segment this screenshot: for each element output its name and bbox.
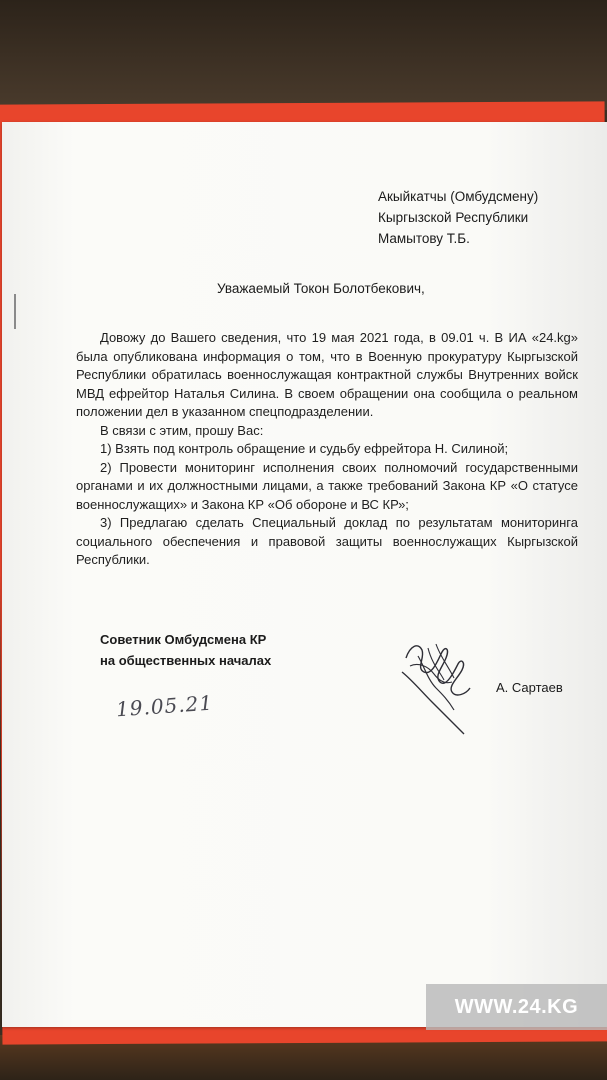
request-item-1: 1) Взять под контроль обращение и судьбу ефрейтора Н. Силиной; bbox=[100, 441, 509, 456]
signer-title-line-2: на общественных началах bbox=[100, 653, 272, 668]
request-item-3: 3) Предлагаю сделать Специальный доклад по результатам мониторинга социального обеспечения и правовой защиты военнослужащих Кыргызской Республики. bbox=[76, 515, 578, 567]
addressee-block bbox=[378, 186, 538, 249]
signer-name: А. Сартаев bbox=[496, 680, 563, 695]
addressee-line-3: Мамытову Т.Б. bbox=[378, 231, 470, 246]
paragraph-1: Довожу до Вашего сведения, что 19 мая 2021 года, в 09.01 ч. В ИА «24.kg» была опубликована информация о том, что в Военную прокуратуру Кыргызской Республики обратилась военнослужащая контрактной службы Внутренних войск МВД ефрейтор Наталья Силина. В своем обращении она сообщила о реальном положении дел в указанном спецподразделении. bbox=[76, 330, 578, 419]
paragraph-2: В связи с этим, прошу Вас: bbox=[100, 422, 264, 438]
request-item-2: 2) Провести мониторинг исполнения своих полномочий государственными органами и их должностными лицами, а также требований Закона КР «О статусе военнослужащих» и Закона КР «Об обороне и ВС КР»; bbox=[76, 459, 578, 512]
margin-mark bbox=[14, 294, 16, 329]
site-watermark: WWW.24.KG bbox=[426, 984, 607, 1030]
signer-title bbox=[100, 629, 271, 671]
addressee-line-2: Кыргызской Республики bbox=[378, 210, 529, 225]
addressee-line-1: Акыйкатчы (Омбудсмену) bbox=[378, 189, 539, 204]
background-top bbox=[0, 0, 607, 110]
handwritten-signature bbox=[388, 636, 483, 736]
letter-body bbox=[76, 329, 578, 570]
handwritten-date: 19.05.21 bbox=[115, 690, 214, 722]
signer-title-line-1: Советник Омбудсмена КР bbox=[100, 632, 267, 647]
salutation: Уважаемый Токон Болотбекович, bbox=[217, 281, 425, 296]
letter-page bbox=[2, 122, 607, 1027]
